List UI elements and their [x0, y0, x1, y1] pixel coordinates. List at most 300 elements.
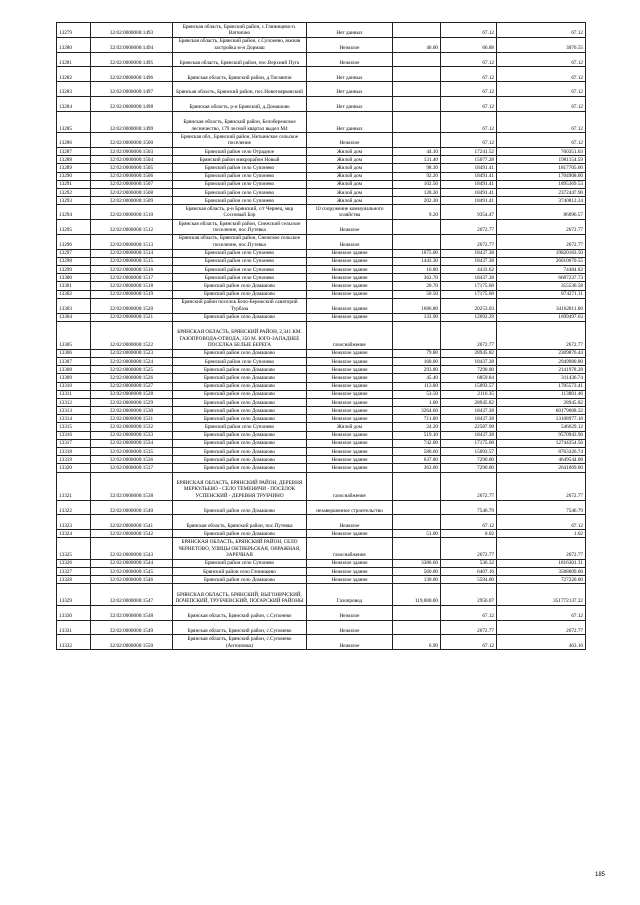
row-number-cell: 13325: [57, 538, 91, 559]
unit-cost-cell: 15093.57: [441, 448, 497, 456]
table-row: [57, 500, 586, 515]
row-number-cell: 13283: [57, 82, 91, 97]
table-row: [57, 172, 586, 180]
object-type-cell: Нежилое: [307, 605, 393, 620]
cadastral-value-cell: 1817705.60: [497, 164, 586, 172]
area-cell: 50.50: [393, 290, 441, 298]
table-row: [57, 538, 586, 559]
area-cell: 51.00: [393, 530, 441, 538]
object-type-cell: Нежилое: [307, 37, 393, 52]
unit-cost-cell: 536.32: [441, 559, 497, 567]
table-row: [57, 423, 586, 431]
address-cell: Брянский район село Супонево: [173, 164, 307, 172]
address-cell: Брянский район микрорайон Новый: [173, 156, 307, 164]
address-cell: Брянский район село Супонево: [173, 197, 307, 205]
object-type-cell: Нежилое: [307, 52, 393, 67]
cadastral-value-cell: 60179608.32: [497, 407, 586, 415]
unit-cost-cell: 17175.68: [441, 282, 497, 290]
object-type-cell: незавершенное строительство: [307, 500, 393, 515]
address-cell: Брянский район село Домашово: [173, 407, 307, 415]
row-number-cell: 13317: [57, 439, 91, 447]
area-cell: 580.60: [393, 448, 441, 456]
table-row: [57, 415, 586, 423]
table-row: [57, 290, 586, 298]
unit-cost-cell: 9354.47: [441, 205, 497, 220]
object-type-cell: Нежилое здание: [307, 559, 393, 567]
address-cell: Брянский район село Домашово: [173, 390, 307, 398]
cadastral-value-cell: 874271.11: [497, 290, 586, 298]
row-number-cell: 13289: [57, 164, 91, 172]
area-cell: 130.00: [393, 576, 441, 584]
cadastral-number-cell: 32:02:0000000:1494: [91, 37, 173, 52]
table-row: [57, 357, 586, 365]
area-cell: 20.70: [393, 282, 441, 290]
row-number-cell: 13322: [57, 500, 91, 515]
cadastral-value-cell: 8763326.74: [497, 448, 586, 456]
table-row: [57, 576, 586, 584]
area-cell: [393, 500, 441, 515]
object-type-cell: Нежилое здание: [307, 448, 393, 456]
cadastral-number-cell: 32:02:0000000:1499: [91, 111, 173, 132]
table-row: [57, 147, 586, 155]
object-type-cell: Нежилое здание: [307, 407, 393, 415]
table-row: [57, 266, 586, 274]
area-cell: [393, 515, 441, 530]
table-row: [57, 188, 586, 196]
row-number-cell: 13300: [57, 274, 91, 282]
area-cell: 362.70: [393, 274, 441, 282]
address-cell: Брянский район село Супонево: [173, 257, 307, 265]
unit-cost-cell: 6407.16: [441, 567, 497, 575]
unit-cost-cell: 20253.03: [441, 298, 497, 313]
cadastral-value-cell: 463.16: [497, 635, 586, 650]
table-row: [57, 313, 586, 321]
area-cell: 1.00: [393, 398, 441, 406]
unit-cost-cell: 67.12: [441, 67, 497, 82]
table-row: [57, 448, 586, 456]
cadastral-value-cell: 2672.77: [497, 321, 586, 349]
object-type-cell: Нежилое здание: [307, 282, 393, 290]
object-type-cell: Нежилое здание: [307, 530, 393, 538]
cadastral-number-cell: 32:02:0000000:1547: [91, 584, 173, 605]
cadastral-number-cell: 32:02:0000000:1504: [91, 156, 173, 164]
address-cell: Брянский район село Отрадное: [173, 147, 307, 155]
object-type-cell: Нет данных: [307, 111, 393, 132]
object-type-cell: Жилой дом: [307, 423, 393, 431]
object-type-cell: Нежилое здание: [307, 382, 393, 390]
unit-cost-cell: 6859.84: [441, 374, 497, 382]
table-row: [57, 23, 586, 38]
object-type-cell: Нежилое: [307, 635, 393, 650]
row-number-cell: 13279: [57, 23, 91, 38]
cadastral-value-cell: 26610670.55: [497, 257, 586, 265]
object-type-cell: Нежилое здание: [307, 349, 393, 357]
area-cell: [393, 220, 441, 235]
object-type-cell: Нежилое здание: [307, 464, 393, 472]
cadastral-value-cell: 6687237.73: [497, 274, 586, 282]
row-number-cell: 13286: [57, 133, 91, 148]
unit-cost-cell: 18437.38: [441, 257, 497, 265]
table-row: [57, 67, 586, 82]
area-cell: 560.00: [393, 567, 441, 575]
area-cell: 24.20: [393, 423, 441, 431]
unit-cost-cell: 2956.07: [441, 584, 497, 605]
cadastral-number-cell: 32:02:0000000:1536: [91, 456, 173, 464]
row-number-cell: 13280: [57, 37, 91, 52]
address-cell: Брянский район село Домашово: [173, 382, 307, 390]
row-number-cell: 13290: [57, 172, 91, 180]
cadastral-value-cell: 3076.55: [497, 37, 586, 52]
address-cell: Брянский район село Супонево: [173, 266, 307, 274]
unit-cost-cell: 18437.38: [441, 357, 497, 365]
table-row: [57, 366, 586, 374]
row-number-cell: 13296: [57, 234, 91, 249]
row-number-cell: 13288: [57, 156, 91, 164]
cadastral-number-cell: 32:02:0000000:1541: [91, 515, 173, 530]
unit-cost-cell: 67.12: [441, 23, 497, 38]
area-cell: 79.80: [393, 349, 441, 357]
row-number-cell: 13309: [57, 374, 91, 382]
row-number-cell: 13306: [57, 349, 91, 357]
area-cell: [393, 52, 441, 67]
cadastral-number-cell: 32:02:0000000:1517: [91, 274, 173, 282]
cadastral-number-cell: 32:02:0000000:1528: [91, 390, 173, 398]
cadastral-number-cell: 32:02:0000000:1524: [91, 357, 173, 365]
row-number-cell: 13291: [57, 180, 91, 188]
cadastral-number-cell: 32:02:0000000:1538: [91, 472, 173, 500]
address-cell: Брянский район село Домашово: [173, 500, 307, 515]
area-cell: [393, 67, 441, 82]
unit-cost-cell: 5594.00: [441, 576, 497, 584]
area-cell: 98.30: [393, 164, 441, 172]
row-number-cell: 13287: [57, 147, 91, 155]
cadastral-value-cell: 13108977.18: [497, 415, 586, 423]
address-cell: Брянская область, Брянский район, с.Супонево, южная застройка м-н Дормаш: [173, 37, 307, 52]
row-number-cell: 13312: [57, 398, 91, 406]
cadastral-value-cell: 2672.77: [497, 620, 586, 635]
object-type-cell: Нет данных: [307, 96, 393, 111]
object-type-cell: Нежилое здание: [307, 266, 393, 274]
table-row: [57, 274, 586, 282]
cadastral-value-cell: 67.12: [497, 111, 586, 132]
cadastral-number-cell: 32:02:0000000:1537: [91, 464, 173, 472]
object-type-cell: Газопровод: [307, 584, 393, 605]
object-type-cell: Жилой дом: [307, 188, 393, 196]
cadastral-value-cell: 2672.77: [497, 234, 586, 249]
cadastral-number-cell: 32:02:0000000:1532: [91, 423, 173, 431]
unit-cost-cell: 28945.82: [441, 398, 497, 406]
table-row: [57, 374, 586, 382]
unit-cost-cell: 7546.79: [441, 500, 497, 515]
table-row: [57, 298, 586, 313]
table-row: [57, 530, 586, 538]
cadastral-number-cell: 32:02:0000000:1497: [91, 82, 173, 97]
row-number-cell: 13298: [57, 257, 91, 265]
table-row: [57, 164, 586, 172]
table-row: [57, 407, 586, 415]
cadastral-number-cell: 32:02:0000000:1550: [91, 635, 173, 650]
unit-cost-cell: 18491.41: [441, 164, 497, 172]
object-type-cell: Нежилое здание: [307, 274, 393, 282]
unit-cost-cell: 67.12: [441, 635, 497, 650]
address-cell: Брянский район село Домашово: [173, 576, 307, 584]
table-row: [57, 515, 586, 530]
object-type-cell: Нежилое здание: [307, 298, 393, 313]
object-type-cell: Нежилое здание: [307, 398, 393, 406]
unit-cost-cell: 22587.98: [441, 423, 497, 431]
area-cell: [393, 96, 441, 111]
row-number-cell: 13282: [57, 67, 91, 82]
cadastral-number-cell: 32:02:0000000:1496: [91, 67, 173, 82]
unit-cost-cell: 18491.41: [441, 197, 497, 205]
address-cell: Брянский район село Домашово: [173, 398, 307, 406]
cadastral-value-cell: 67.12: [497, 23, 586, 38]
row-number-cell: 13318: [57, 448, 91, 456]
unit-cost-cell: 67.12: [441, 605, 497, 620]
cadastral-number-cell: 32:02:0000000:1530: [91, 407, 173, 415]
cadastral-value-cell: 760351.03: [497, 147, 586, 155]
row-number-cell: 13315: [57, 423, 91, 431]
row-number-cell: 13310: [57, 382, 91, 390]
address-cell: Брянский район село Домашово: [173, 456, 307, 464]
table-row: [57, 464, 586, 472]
table-row: [57, 282, 586, 290]
table-row: [57, 197, 586, 205]
area-cell: 9.20: [393, 205, 441, 220]
cadastral-number-cell: 32:02:0000000:1542: [91, 530, 173, 538]
address-cell: Брянский район село Домашово: [173, 448, 307, 456]
area-cell: 293.80: [393, 366, 441, 374]
area-cell: 742.00: [393, 439, 441, 447]
object-type-cell: Жилой дом: [307, 180, 393, 188]
cadastral-number-cell: 32:02:0000000:1535: [91, 448, 173, 456]
address-cell: Брянский район село Глинищево: [173, 567, 307, 575]
cadastral-value-cell: 2672.77: [497, 220, 586, 235]
row-number-cell: 13299: [57, 266, 91, 274]
object-type-cell: Нежилое: [307, 234, 393, 249]
area-cell: [393, 605, 441, 620]
cadastral-value-cell: 74484.82: [497, 266, 586, 274]
row-number-cell: 13314: [57, 415, 91, 423]
address-cell: Брянский район село Домашово: [173, 464, 307, 472]
area-cell: 1686.80: [393, 298, 441, 313]
address-cell: Брянская область, Брянский район, пос.Путевка: [173, 515, 307, 530]
cadastral-number-cell: 32:02:0000000:1548: [91, 605, 173, 620]
address-cell: Брянский район село Супонево: [173, 180, 307, 188]
address-cell: Брянская область, Брянский район, пос.Новотоярковский: [173, 82, 307, 97]
cadastral-value-cell: 1704908.00: [497, 172, 586, 180]
area-cell: 102.50: [393, 180, 441, 188]
table-row: [57, 133, 586, 148]
object-type-cell: Нежилое здание: [307, 415, 393, 423]
row-number-cell: 13294: [57, 205, 91, 220]
object-type-cell: Жилой дом: [307, 197, 393, 205]
unit-cost-cell: 67.12: [441, 52, 497, 67]
row-number-cell: 13320: [57, 464, 91, 472]
row-number-cell: 13321: [57, 472, 91, 500]
object-type-cell: Нежилое: [307, 133, 393, 148]
address-cell: Брянский район село Супонево: [173, 559, 307, 567]
cadastral-value-cell: 7546.79: [497, 500, 586, 515]
row-number-cell: 13331: [57, 620, 91, 635]
row-number-cell: 13302: [57, 290, 91, 298]
address-cell: БРЯНСКАЯ ОБЛАСТЬ, БРЯНСКИЙ РАЙОН, 2,341 КМ. ГАЗОПРОВОДА-ОТВОДА, 350 М. ЮГО-ЗАПАДНЕЕ ПОСЕЛКА БЕЛЫЕ БЕРЕГА: [173, 321, 307, 349]
table-row: [57, 559, 586, 567]
area-cell: 119,000.00: [393, 584, 441, 605]
cadastral-value-cell: 2372447.90: [497, 188, 586, 196]
area-cell: 363.00: [393, 464, 441, 472]
address-cell: Брянский район село Домашово: [173, 374, 307, 382]
unit-cost-cell: 4433.62: [441, 266, 497, 274]
address-cell: Брянский район село Домашово: [173, 530, 307, 538]
cadastral-number-cell: 32:02:0000000:1508: [91, 188, 173, 196]
cadastral-value-cell: 86096.57: [497, 205, 586, 220]
page-number: 185: [594, 872, 605, 878]
table-row: [57, 37, 586, 52]
area-cell: [393, 23, 441, 38]
cadastral-value-cell: 67.12: [497, 67, 586, 82]
row-number-cell: 13281: [57, 52, 91, 67]
cadastral-value-cell: 4649544.08: [497, 456, 586, 464]
unit-cost-cell: 18437.38: [441, 407, 497, 415]
table-row: [57, 635, 586, 650]
area-cell: 637.80: [393, 456, 441, 464]
cadastral-number-cell: 32:02:0000000:1523: [91, 349, 173, 357]
row-number-cell: 13319: [57, 456, 91, 464]
cadastral-value-cell: 28945.82: [497, 398, 586, 406]
area-cell: [393, 133, 441, 148]
cadastral-number-cell: 32:02:0000000:1493: [91, 23, 173, 38]
row-number-cell: 13292: [57, 188, 91, 196]
table-row: [57, 439, 586, 447]
object-type-cell: Нежилое: [307, 220, 393, 235]
area-cell: 113.00: [393, 382, 441, 390]
cadastral-value-cell: 351772137.22: [497, 584, 586, 605]
cadastral-number-cell: 32:02:0000000:1495: [91, 52, 173, 67]
property-table: [56, 22, 586, 650]
cadastral-number-cell: 32:02:0000000:1529: [91, 398, 173, 406]
cadastral-value-cell: 2641069.00: [497, 464, 586, 472]
cadastral-value-cell: 1705573.41: [497, 382, 586, 390]
object-type-cell: газоснабжение: [307, 538, 393, 559]
cadastral-number-cell: 32:02:0000000:1518: [91, 282, 173, 290]
cadastral-number-cell: 32:02:0000000:1527: [91, 382, 173, 390]
row-number-cell: 13329: [57, 584, 91, 605]
cadastral-value-cell: 34162811.00: [497, 298, 586, 313]
area-cell: 3386.60: [393, 559, 441, 567]
table-row: [57, 156, 586, 164]
table-row: [57, 390, 586, 398]
area-cell: [393, 321, 441, 349]
table-row: [57, 96, 586, 111]
address-cell: Брянский район село Супонево: [173, 172, 307, 180]
area-cell: 44.10: [393, 147, 441, 155]
object-type-cell: Нежилое здание: [307, 249, 393, 257]
row-number-cell: 13295: [57, 220, 91, 235]
object-type-cell: газоснабжение: [307, 321, 393, 349]
area-cell: 160.00: [393, 357, 441, 365]
unit-cost-cell: 2672.77: [441, 538, 497, 559]
unit-cost-cell: 7290.00: [441, 456, 497, 464]
table-row: [57, 205, 586, 220]
cadastral-number-cell: 32:02:0000000:1510: [91, 205, 173, 220]
cadastral-number-cell: 32:02:0000000:1543: [91, 538, 173, 559]
address-cell: Брянская область, Брянский район, Снежский сельское поселение, пос.Путевка: [173, 220, 307, 235]
object-type-cell: Жилой дом: [307, 172, 393, 180]
area-cell: [393, 538, 441, 559]
area-cell: [393, 620, 441, 635]
row-number-cell: 13284: [57, 96, 91, 111]
unit-cost-cell: 7290.00: [441, 464, 497, 472]
row-number-cell: 13301: [57, 282, 91, 290]
address-cell: Брянский район село Домашово: [173, 431, 307, 439]
unit-cost-cell: 67.12: [441, 96, 497, 111]
row-number-cell: 13313: [57, 407, 91, 415]
address-cell: БРЯНСКАЯ ОБЛАСТЬ, БРЯНСКИЙ РАЙОН, ДЕРЕВНЯ МЕРКУЛЬЕВО - СЕЛО ТЕМЕНИЧИ - ПОСЕЛОК УСПЕНСКИЙ - ДЕРЕВНЯ ТРУБЧИНО: [173, 472, 307, 500]
address-cell: Брянская область, Брянский район, пос.Верхний Пуга: [173, 52, 307, 67]
cadastral-number-cell: 32:02:0000000:1506: [91, 172, 173, 180]
cadastral-number-cell: 32:02:0000000:1525: [91, 366, 173, 374]
cadastral-number-cell: 32:02:0000000:1521: [91, 313, 173, 321]
cadastral-number-cell: 32:02:0000000:1503: [91, 147, 173, 155]
address-cell: Брянский район село Домашово: [173, 313, 307, 321]
cadastral-number-cell: 32:02:0000000:1520: [91, 298, 173, 313]
unit-cost-cell: 12692.29: [441, 313, 497, 321]
cadastral-number-cell: 32:02:0000000:1526: [91, 374, 173, 382]
row-number-cell: 13285: [57, 111, 91, 132]
cadastral-number-cell: 32:02:0000000:1500: [91, 133, 173, 148]
table-row: [57, 82, 586, 97]
cadastral-number-cell: 32:02:0000000:1533: [91, 431, 173, 439]
area-cell: 45.40: [393, 374, 441, 382]
unit-cost-cell: 2672.77: [441, 234, 497, 249]
unit-cost-cell: 67.12: [441, 133, 497, 148]
area-cell: [393, 82, 441, 97]
cadastral-number-cell: 32:02:0000000:1513: [91, 234, 173, 249]
area-cell: 1075.00: [393, 249, 441, 257]
unit-cost-cell: 2672.77: [441, 472, 497, 500]
row-number-cell: 13326: [57, 559, 91, 567]
unit-cost-cell: 28945.82: [441, 349, 497, 357]
object-type-cell: газоснабжение: [307, 472, 393, 500]
table-row: [57, 180, 586, 188]
area-cell: 202.30: [393, 197, 441, 205]
cadastral-number-cell: 32:02:0000000:1509: [91, 197, 173, 205]
row-number-cell: 13328: [57, 576, 91, 584]
cadastral-number-cell: 32:02:0000000:1512: [91, 220, 173, 235]
table-row: [57, 605, 586, 620]
area-cell: [393, 472, 441, 500]
area-cell: 53.50: [393, 390, 441, 398]
cadastral-value-cell: 2672.77: [497, 538, 586, 559]
cadastral-number-cell: 32:02:0000000:1498: [91, 96, 173, 111]
row-number-cell: 13330: [57, 605, 91, 620]
address-cell: Брянский район село Супонево: [173, 188, 307, 196]
cadastral-number-cell: 32:02:0000000:1531: [91, 415, 173, 423]
table-row: [57, 584, 586, 605]
unit-cost-cell: 2672.77: [441, 620, 497, 635]
row-number-cell: 13327: [57, 567, 91, 575]
table-row: [57, 249, 586, 257]
table-row: [57, 620, 586, 635]
address-cell: Брянский район село Домашово: [173, 290, 307, 298]
cadastral-value-cell: 12744354.56: [497, 439, 586, 447]
table-row: [57, 234, 586, 249]
cadastral-value-cell: 355536.58: [497, 282, 586, 290]
row-number-cell: 13308: [57, 366, 91, 374]
area-cell: [393, 111, 441, 132]
area-cell: 92.20: [393, 172, 441, 180]
